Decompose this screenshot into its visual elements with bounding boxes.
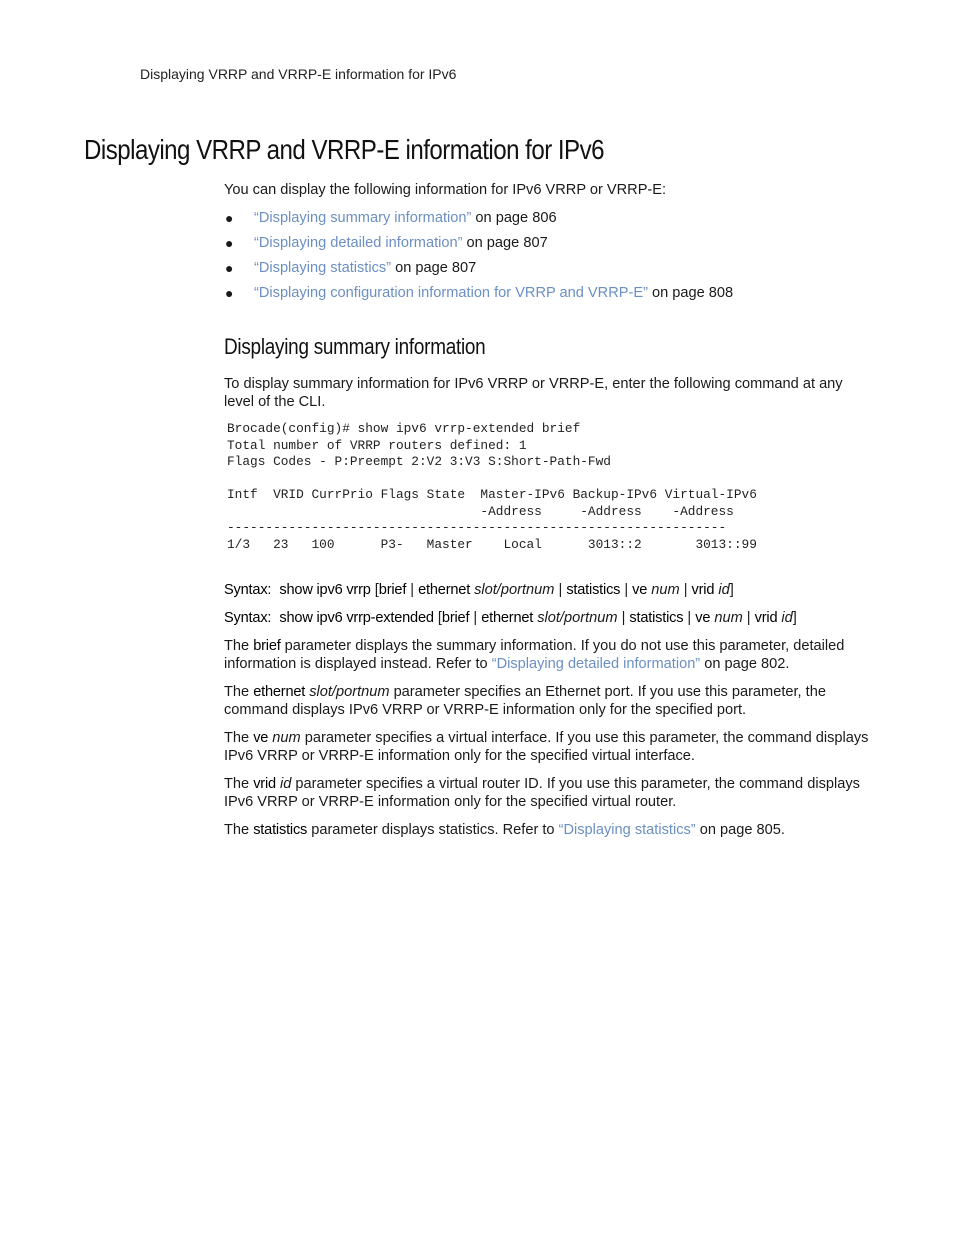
syntax-command: show ipv6 vrrp-extended — [279, 610, 434, 626]
section-title: Displaying VRRP and VRRP-E information for IPv6 — [84, 134, 605, 165]
paragraph-text: parameter specifies a virtual router ID. If you use this parameter, the command displays IPv6 VRRP or VRRP-E information only for the specified virtual router. — [224, 776, 860, 810]
syntax-line-vrrp — [224, 581, 870, 599]
syntax-keyword-vrid: vrid — [691, 582, 715, 598]
vrid-parameter-paragraph — [224, 775, 870, 811]
syntax-separator: | — [679, 582, 692, 598]
syntax-keyword-brief: brief — [378, 582, 407, 598]
list-item — [224, 283, 870, 308]
keyword-ethernet: ethernet — [253, 684, 306, 700]
bullet-icon: ● — [225, 260, 234, 276]
list-item — [224, 208, 870, 233]
syntax-label: Syntax: — [224, 610, 272, 626]
syntax-keyword-ve: ve — [695, 610, 711, 626]
ve-parameter-paragraph — [224, 729, 870, 765]
paragraph-text: on page 802. — [700, 656, 790, 672]
syntax-arg-slot: slot/portnum — [470, 582, 555, 598]
toc-page-ref: on page 807 — [462, 235, 548, 251]
syntax-separator: | — [742, 610, 755, 626]
paragraph-text: parameter displays the summary information. If you do not use this parameter, detailed information is displayed instead. Refer to — [224, 638, 845, 672]
running-header: Displaying VRRP and VRRP-E information for IPv6 — [140, 66, 457, 82]
paragraph-text: parameter specifies an Ethernet port. If you use this parameter, the command displays IPv6 VRRP or VRRP-E information only for the specified port. — [224, 684, 826, 718]
syntax-keyword-ve: ve — [632, 582, 648, 598]
paragraph-text: The — [224, 730, 254, 746]
toc-page-ref: on page 806 — [471, 210, 557, 226]
syntax-command: show ipv6 vrrp — [279, 582, 371, 598]
arg-slot-portnum: slot/portnum — [305, 684, 390, 700]
ethernet-parameter-paragraph — [224, 683, 870, 719]
paragraph-text: The — [224, 684, 254, 700]
brief-parameter-paragraph — [224, 637, 870, 673]
syntax-arg-slot: slot/portnum — [533, 610, 618, 626]
summary-intro-paragraph: To display summary information for IPv6 VRRP or VRRP-E, enter the following command at any level of the CLI. — [224, 376, 843, 410]
syntax-label: Syntax: — [224, 582, 272, 598]
paragraph-text: on page 805. — [695, 822, 785, 838]
keyword-vrid: vrid — [253, 776, 276, 792]
paragraph-text: The — [224, 822, 254, 838]
toc-page-ref: on page 808 — [647, 285, 734, 301]
syntax-keyword-vrid: vrid — [754, 610, 778, 626]
syntax-keyword-ethernet: ethernet — [481, 610, 534, 626]
keyword-statistics: statistics — [253, 822, 308, 838]
paragraph-text: The — [224, 776, 254, 792]
content-body — [224, 181, 870, 839]
syntax-separator: | — [406, 582, 419, 598]
syntax-keyword-statistics: statistics — [566, 582, 621, 598]
syntax-arg-num: num — [647, 582, 680, 598]
keyword-brief: brief — [253, 638, 281, 654]
syntax-separator: | — [683, 610, 696, 626]
paragraph-text: The — [224, 638, 254, 654]
link-statistics[interactable]: “Displaying statistics” — [558, 822, 696, 838]
syntax-bracket: [ — [370, 582, 379, 598]
syntax-arg-id: id — [714, 582, 730, 598]
syntax-separator: | — [469, 610, 482, 626]
syntax-keyword-brief: brief — [441, 610, 470, 626]
toc-link-configuration[interactable]: “Displaying configuration information for VRRP and VRRP-E” — [254, 285, 648, 301]
bullet-icon: ● — [225, 285, 234, 301]
toc-link-summary[interactable]: “Displaying summary information” — [254, 210, 472, 226]
keyword-ve: ve — [253, 730, 269, 746]
syntax-bracket: ] — [792, 610, 797, 626]
syntax-arg-num: num — [710, 610, 743, 626]
syntax-arg-id: id — [777, 610, 793, 626]
cli-output-block: Brocade(config)# show ipv6 vrrp-extended brief Total number of VRRP routers defined: 1 Flags Codes - P:Preempt 2:V2 3:V3 S:Short-Path-Fwd Intf VRID CurrPrio Flags State Master-IPv6 Backup-IPv6 Virtual-IPv6 -Address -Address -Address ----------------------------------------------------------------- 1/3 23 100 P3- Master Local 3013::2 3013::99 — [227, 421, 757, 552]
syntax-keyword-statistics: statistics — [629, 610, 684, 626]
syntax-line-vrrp-extended — [224, 609, 870, 627]
list-item — [224, 258, 870, 283]
list-item — [224, 233, 870, 258]
bullet-icon: ● — [225, 235, 234, 251]
syntax-bracket: [ — [433, 610, 442, 626]
statistics-parameter-paragraph — [224, 821, 870, 839]
intro-paragraph: You can display the following information for IPv6 VRRP or VRRP-E: — [224, 182, 667, 198]
paragraph-text: parameter specifies a virtual interface. If you use this parameter, the command displays IPv6 VRRP or VRRP-E information only for the specified virtual interface. — [224, 730, 869, 764]
syntax-keyword-ethernet: ethernet — [418, 582, 471, 598]
arg-num: num — [268, 730, 301, 746]
syntax-separator: | — [554, 582, 567, 598]
link-detailed-information[interactable]: “Displaying detailed information” — [491, 656, 701, 672]
syntax-bracket: ] — [729, 582, 734, 598]
syntax-separator: | — [620, 582, 633, 598]
syntax-separator: | — [617, 610, 630, 626]
bullet-icon: ● — [225, 210, 234, 226]
arg-id: id — [275, 776, 292, 792]
paragraph-text: parameter displays statistics. Refer to — [307, 822, 559, 838]
toc-page-ref: on page 807 — [391, 260, 477, 276]
toc-link-statistics[interactable]: “Displaying statistics” — [254, 260, 392, 276]
toc-link-detailed[interactable]: “Displaying detailed information” — [254, 235, 463, 251]
toc-list — [224, 208, 870, 308]
subsection-title: Displaying summary information — [224, 334, 486, 359]
